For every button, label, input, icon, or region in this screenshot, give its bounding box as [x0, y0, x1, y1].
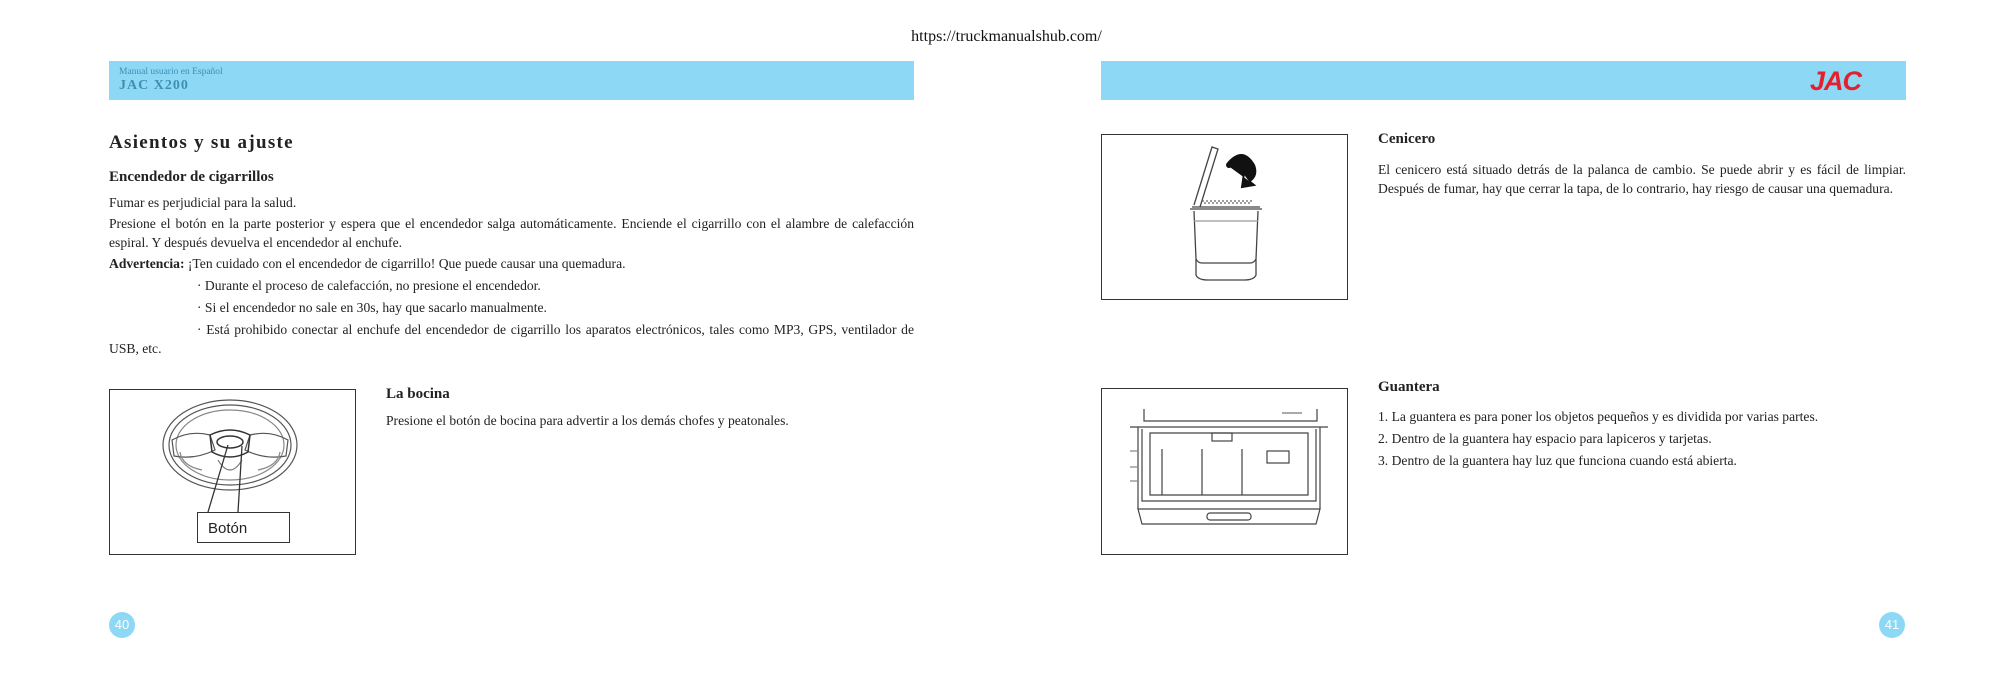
jac-logo — [1808, 65, 1898, 95]
glovebox-illustration — [1102, 389, 1347, 554]
jac-logo-text: JAC — [1810, 66, 1862, 95]
left-header-band — [109, 61, 914, 100]
glovebox-item-2: 2. Dentro de la guantera hay espacio para lapiceros y tarjetas. — [1378, 431, 1712, 446]
manual-title: JAC X200 — [119, 78, 189, 93]
horn-figure — [109, 389, 356, 555]
ashtray-heading: Cenicero — [1378, 131, 1436, 147]
page-number-left: 40 — [109, 612, 135, 638]
lighter-bullet-3: · Está prohibido conectar al enchufe del encendedor de cigarrillo los aparatos electrónicos, tales como MP3, GPS, ventilador de USB, etc. — [109, 322, 914, 356]
lighter-paragraph-2: Presione el botón en la parte posterior y espera que el encendedor salga automáticamente. Enciende el cigarrillo con el alambre de calefacción espiral. Y después devuelva el encendedor al enchufe. — [109, 216, 914, 250]
section-title: Asientos y su ajuste — [109, 132, 294, 153]
ashtray-figure — [1101, 134, 1348, 300]
glovebox-heading: Guantera — [1378, 379, 1440, 395]
manual-subtitle: Manual usuario en Español — [119, 67, 223, 77]
page-number-right: 41 — [1879, 612, 1905, 638]
lighter-bullet-2: · Si el encendedor no sale en 30s, hay que sacarlo manualmente. — [197, 300, 547, 315]
glovebox-item-1: 1. La guantera es para poner los objetos pequeños y es dividida por varias partes. — [1378, 409, 1819, 424]
lighter-bullet-1: · Durante el proceso de calefacción, no presione el encendedor. — [197, 278, 541, 293]
lighter-heading: Encendedor de cigarrillos — [109, 169, 274, 185]
horn-heading: La bocina — [386, 386, 450, 402]
button-callout-label: Botón — [197, 512, 290, 543]
warning-text: ¡Ten cuidado con el encendedor de cigarrillo! Que puede causar una quemadura. — [184, 256, 626, 271]
source-url: https://truckmanualshub.com/ — [911, 28, 1102, 45]
lighter-warning — [109, 254, 914, 273]
right-header-band — [1101, 61, 1906, 100]
horn-text: Presione el botón de bocina para advertir a los demás chofes y peatonales. — [386, 413, 789, 428]
ashtray-illustration — [1102, 135, 1347, 299]
ashtray-text: El cenicero está situado detrás de la palanca de cambio. Se puede abrir y es fácil de limpiar. Después de fumar, hay que cerrar la tapa, de lo contrario, hay riesgo de causar una quemadura. — [1378, 162, 1906, 196]
lighter-paragraph-1: Fumar es perjudicial para la salud. — [109, 195, 297, 210]
glovebox-item-3: 3. Dentro de la guantera hay luz que funciona cuando está abierta. — [1378, 453, 1737, 468]
glovebox-figure — [1101, 388, 1348, 555]
warning-label: Advertencia: — [109, 256, 185, 271]
